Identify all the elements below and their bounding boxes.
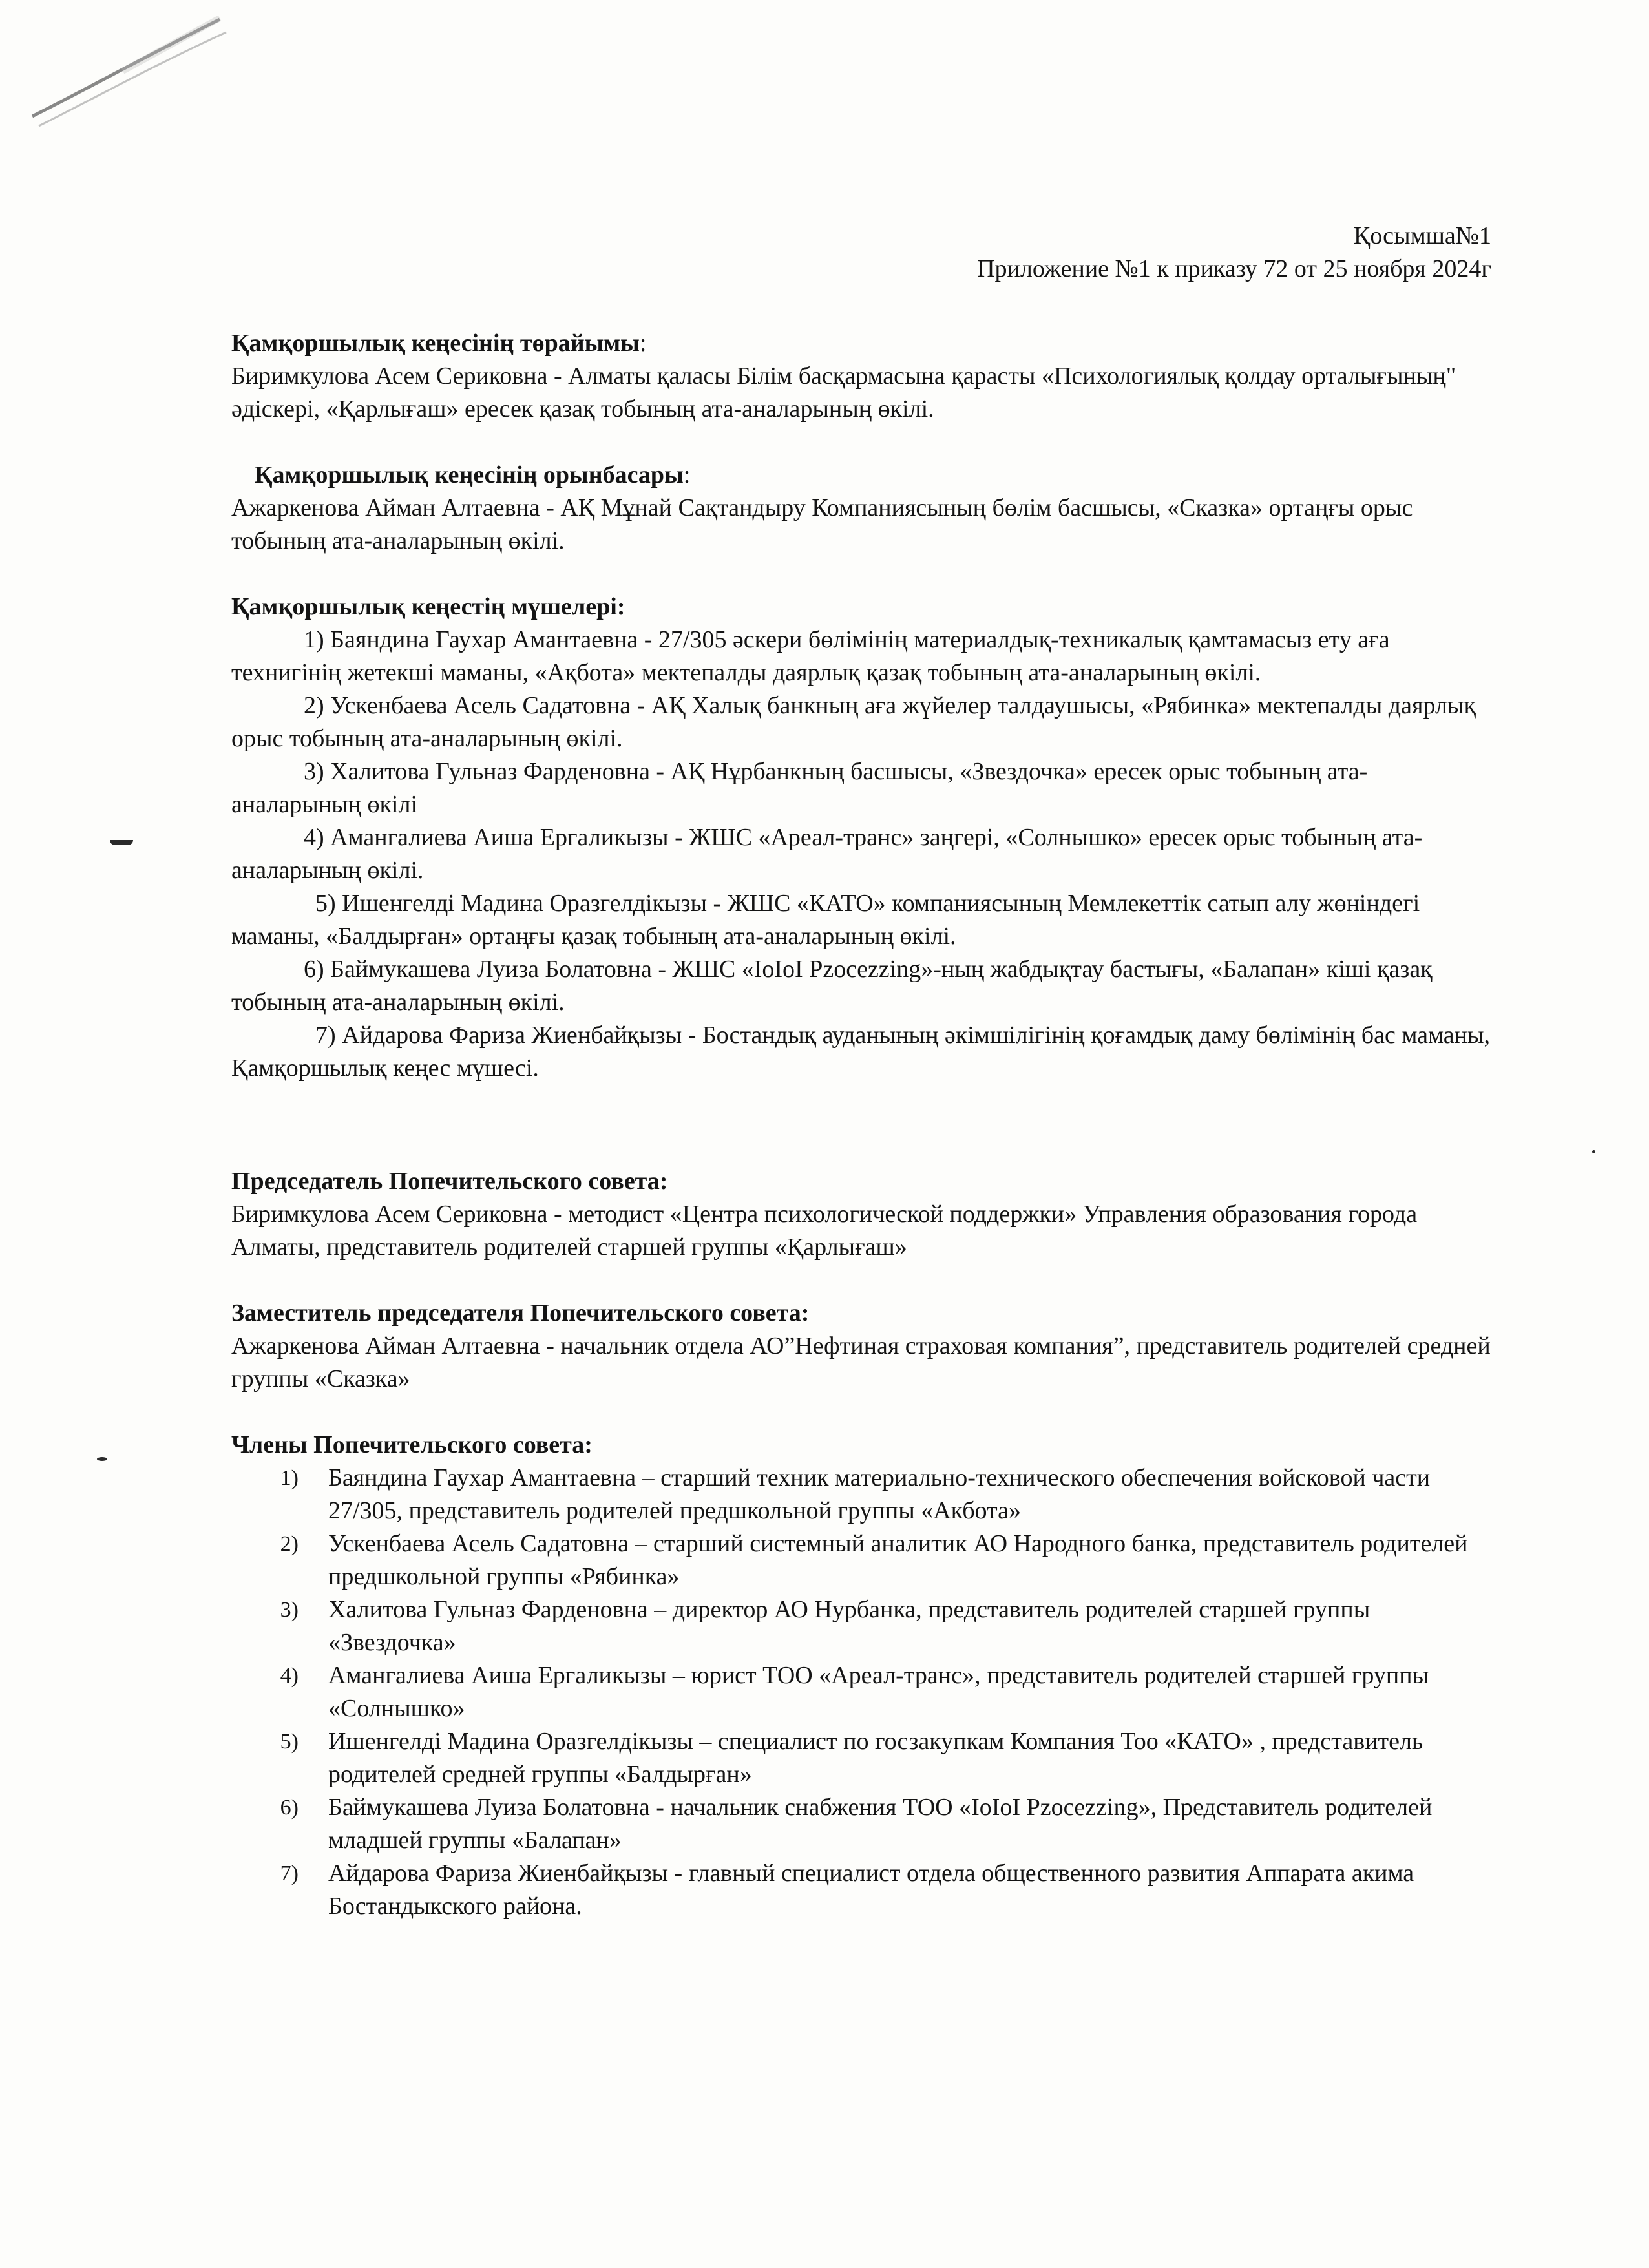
list-item: 5) Ишенгелді Мадина Оразгелдікызы - ЖШС «КАТО» компаниясының Мемлекеттік сатып алу жөніндегі маманы, «Балдырған» ортаңғы қазақ тобының ата-аналарының өкілі. <box>231 890 1420 950</box>
kz-chair-colon: : <box>639 330 647 357</box>
list-text: Амангалиева Аиша Ергаликызы – юрист ТОО «Ареал-транс», представитель родителей старшей группы «Солнышко» <box>328 1662 1429 1722</box>
ru-deputy-text: Ажаркенова Айман Алтаевна - начальник отдела АО”Нефтиная страховая компания”, представитель родителей средней группы «Сказка» <box>231 1332 1491 1392</box>
list-item <box>231 1857 1491 1923</box>
list-text: Айдарова Фариза Жиенбайқызы - главный специалист отдела общественного развития Аппарата акима Бостандыкского района. <box>328 1860 1414 1920</box>
kz-chair-section <box>231 327 1491 426</box>
kz-chair-text: Биримкулова Асем Сериковна - Алматы қаласы Білім басқармасына қарасты «Психологиялық қолдау орталығының" әдіскері, «Қарлығаш» ересек қазақ тобының ата-аналарының өкілі. <box>231 362 1456 423</box>
list-text: Баяндина Гаухар Амантаевна – старший техник материально-технического обеспечения войсковой части 27/305, представитель родителей предшкольной группы «Акбота» <box>328 1464 1431 1524</box>
appendix-line-kz: Қосымша№1 <box>1353 222 1491 249</box>
ru-deputy-section <box>231 1297 1491 1396</box>
ru-chair-section <box>231 1165 1491 1264</box>
list-item <box>231 1659 1491 1725</box>
list-number: 2) <box>280 1532 299 1556</box>
kz-members-section <box>231 591 1491 1085</box>
list-item <box>231 1791 1491 1857</box>
list-item: 7) Айдарова Фариза Жиенбайқызы - Бостандық ауданының әкімшілігінің қоғамдық даму бөлімінің бас маманы, Қамқоршылық кеңес мүшесі. <box>231 1022 1491 1082</box>
list-item: 3) Халитова Гульназ Фарденовна - АҚ Нұрбанкның басшысы, «Звездочка» ересек орыс тобының ата-аналарының өкілі <box>231 758 1368 818</box>
list-item <box>231 1462 1491 1528</box>
list-text: Баймукашева Луиза Болатовна - начальник снабжения ТОО «IoIoI Pzocezzing», Представитель родителей младшей группы «Балапан» <box>328 1794 1433 1854</box>
list-item: 1) Баяндина Гаухар Амантаевна - 27/305 әскери бөлімінің материалдық-техникалық қамтамасыз ету аға технигінің жетекші маманы, «Ақбота» мектепалды даярлық қазақ тобының ата-аналарының өкілі. <box>231 626 1390 686</box>
list-item: 4) Амангалиева Аиша Ергаликызы - ЖШС «Ареал-транс» заңгері, «Солнышко» ересек орыс тобының ата-аналарының өкілі. <box>231 824 1423 884</box>
kz-chair-title: Қамқоршылық кеңесінің төрайымы <box>231 330 640 357</box>
list-number: 4) <box>280 1664 299 1688</box>
list-number: 7) <box>280 1862 299 1885</box>
scan-speck <box>1592 1150 1595 1153</box>
list-item <box>231 1725 1491 1791</box>
kz-deputy-section <box>231 459 1491 558</box>
list-number: 6) <box>280 1796 299 1820</box>
ru-chair-text: Биримкулова Асем Сериковна - методист «Центра психологической поддержки» Управления образования города Алматы, представитель родителей старшей группы «Қарлығаш» <box>231 1201 1418 1261</box>
list-item <box>231 1528 1491 1593</box>
list-item <box>231 1593 1491 1659</box>
ru-deputy-title: Заместитель председателя Попечительского совета: <box>231 1299 810 1327</box>
scan-edge-mark <box>26 13 233 129</box>
kz-deputy-text: Ажаркенова Айман Алтаевна - АҚ Мұнай Сақтандыру Компаниясының бөлім басшысы, «Сказка» ортаңғы орыс тобының ата-аналарының өкілі. <box>231 494 1413 554</box>
ru-members-section <box>231 1429 1491 1923</box>
ru-members-title: Члены Попечительского совета: <box>231 1431 593 1458</box>
ru-chair-title: Председатель Попечительского совета: <box>231 1168 668 1195</box>
appendix-line-ru: Приложение №1 к приказу 72 от 25 ноября 2024г <box>977 255 1491 282</box>
ru-members-list <box>231 1462 1491 1923</box>
document-body <box>231 220 1491 1923</box>
list-number: 5) <box>280 1730 299 1754</box>
kz-deputy-colon: : <box>683 461 691 488</box>
list-text: Ишенгелді Мадина Оразгелдікызы – специалист по госзакупкам Компания Тоо «КАТО» , представитель родителей средней группы «Балдырған» <box>328 1728 1423 1788</box>
kz-members-title: Қамқоршылық кеңестің мүшелері: <box>231 593 625 620</box>
list-text: Ускенбаева Асель Садатовна – старший системный аналитик АО Народного банка, представитель родителей предшкольной группы «Рябинка» <box>328 1530 1468 1590</box>
list-number: 3) <box>280 1598 299 1622</box>
appendix-header <box>231 220 1491 286</box>
kz-deputy-title: Қамқоршылық кеңесінің орынбасары <box>255 461 684 488</box>
scan-speck <box>110 840 133 845</box>
list-text: Халитова Гульназ Фарденовна – директор АО Нурбанка, представитель родителей старшей группы «Звездочка» <box>328 1596 1371 1656</box>
scan-speck <box>97 1457 107 1461</box>
list-number: 1) <box>280 1466 299 1490</box>
list-item: 6) Баймукашева Луиза Болатовна - ЖШС «IoIoI Pzocezzing»-ның жабдықтау бастығы, «Балапан» кіші қазақ тобының ата-аналарының өкілі. <box>231 956 1433 1016</box>
list-item: 2) Ускенбаева Асель Садатовна - АҚ Халық банкның аға жүйелер талдаушысы, «Рябинка» мектепалды даярлық орыс тобының ата-аналарының өкілі. <box>231 692 1476 752</box>
